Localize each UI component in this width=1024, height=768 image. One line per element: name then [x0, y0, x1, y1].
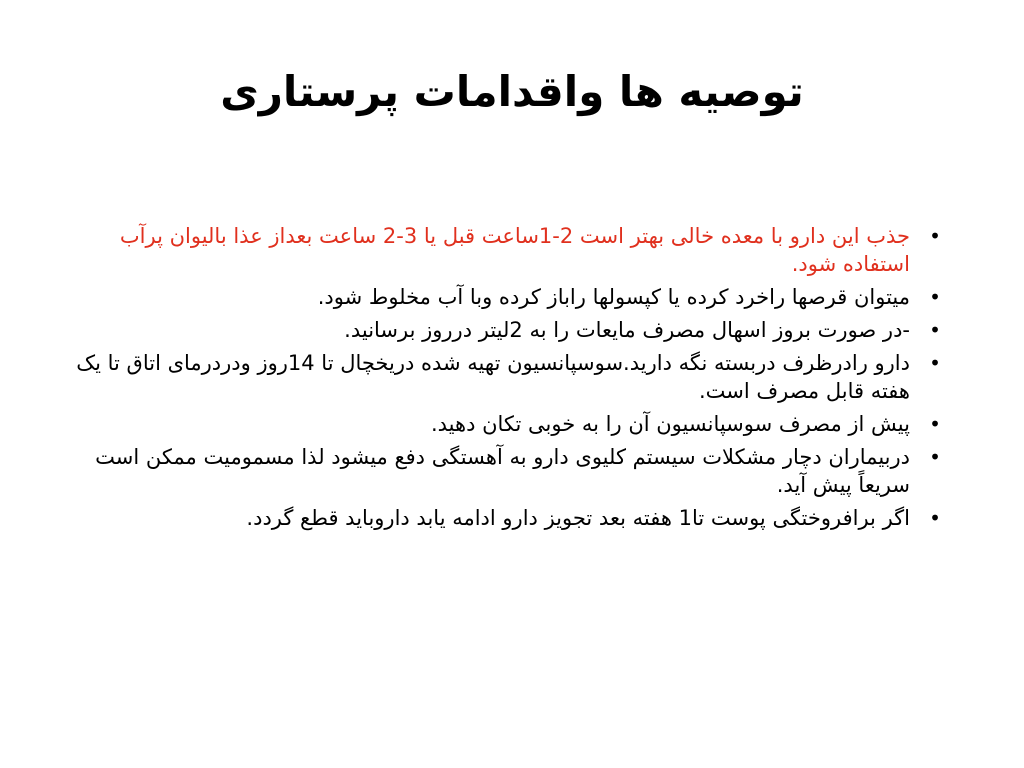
bullet-icon: •: [929, 351, 941, 375]
bullet-text: -در صورت بروز اسهال مصرف مایعات را به 2لیتر درروز برسانید.: [344, 318, 910, 342]
bullet-text: اگر برافروختگی پوست تا1 هفته بعد تجویز دارو ادامه یابد داروباید قطع گردد.: [246, 506, 910, 530]
bullet-text: دارو رادرظرف دربسته نگه دارید.سوسپانسیون تهیه شده دریخچال تا 14روز ودردرمای اتاق تا یک هفته قابل مصرف است.: [76, 351, 910, 403]
bullet-icon: •: [929, 318, 941, 342]
bullet-icon: •: [929, 285, 941, 309]
bullet-icon: •: [929, 506, 941, 530]
bullet-icon: •: [929, 412, 941, 436]
bullet-icon: •: [929, 224, 941, 248]
bullet-text: جذب این دارو با معده خالی بهتر است 2-1ساعت قبل یا 3-2 ساعت بعداز عذا بالیوان پرآب استفاده شود.: [119, 224, 910, 276]
bullet-item: [70, 504, 950, 532]
bullet-text: میتوان قرصها راخرد کرده یا کپسولها راباز کرده وبا آب مخلوط شود.: [317, 285, 910, 309]
bullet-item: [70, 316, 950, 344]
bullet-item: [70, 349, 950, 405]
bullet-icon: •: [929, 445, 941, 469]
bullet-item: [70, 222, 950, 278]
bullet-item: [70, 443, 950, 499]
bullet-list: [70, 222, 950, 537]
bullet-text: پیش از مصرف سوسپانسیون آن را به خوبی تکان دهید.: [430, 412, 910, 436]
slide-title: توصیه ها واقدامات پرستاری: [220, 67, 804, 116]
bullet-text: دربیماران دچار مشکلات سیستم کلیوی دارو به آهستگی دفع میشود لذا مسمومیت ممکن است سریعاً پیش آید.: [95, 445, 910, 497]
bullet-item: [70, 283, 950, 311]
bullet-item: [70, 410, 950, 438]
